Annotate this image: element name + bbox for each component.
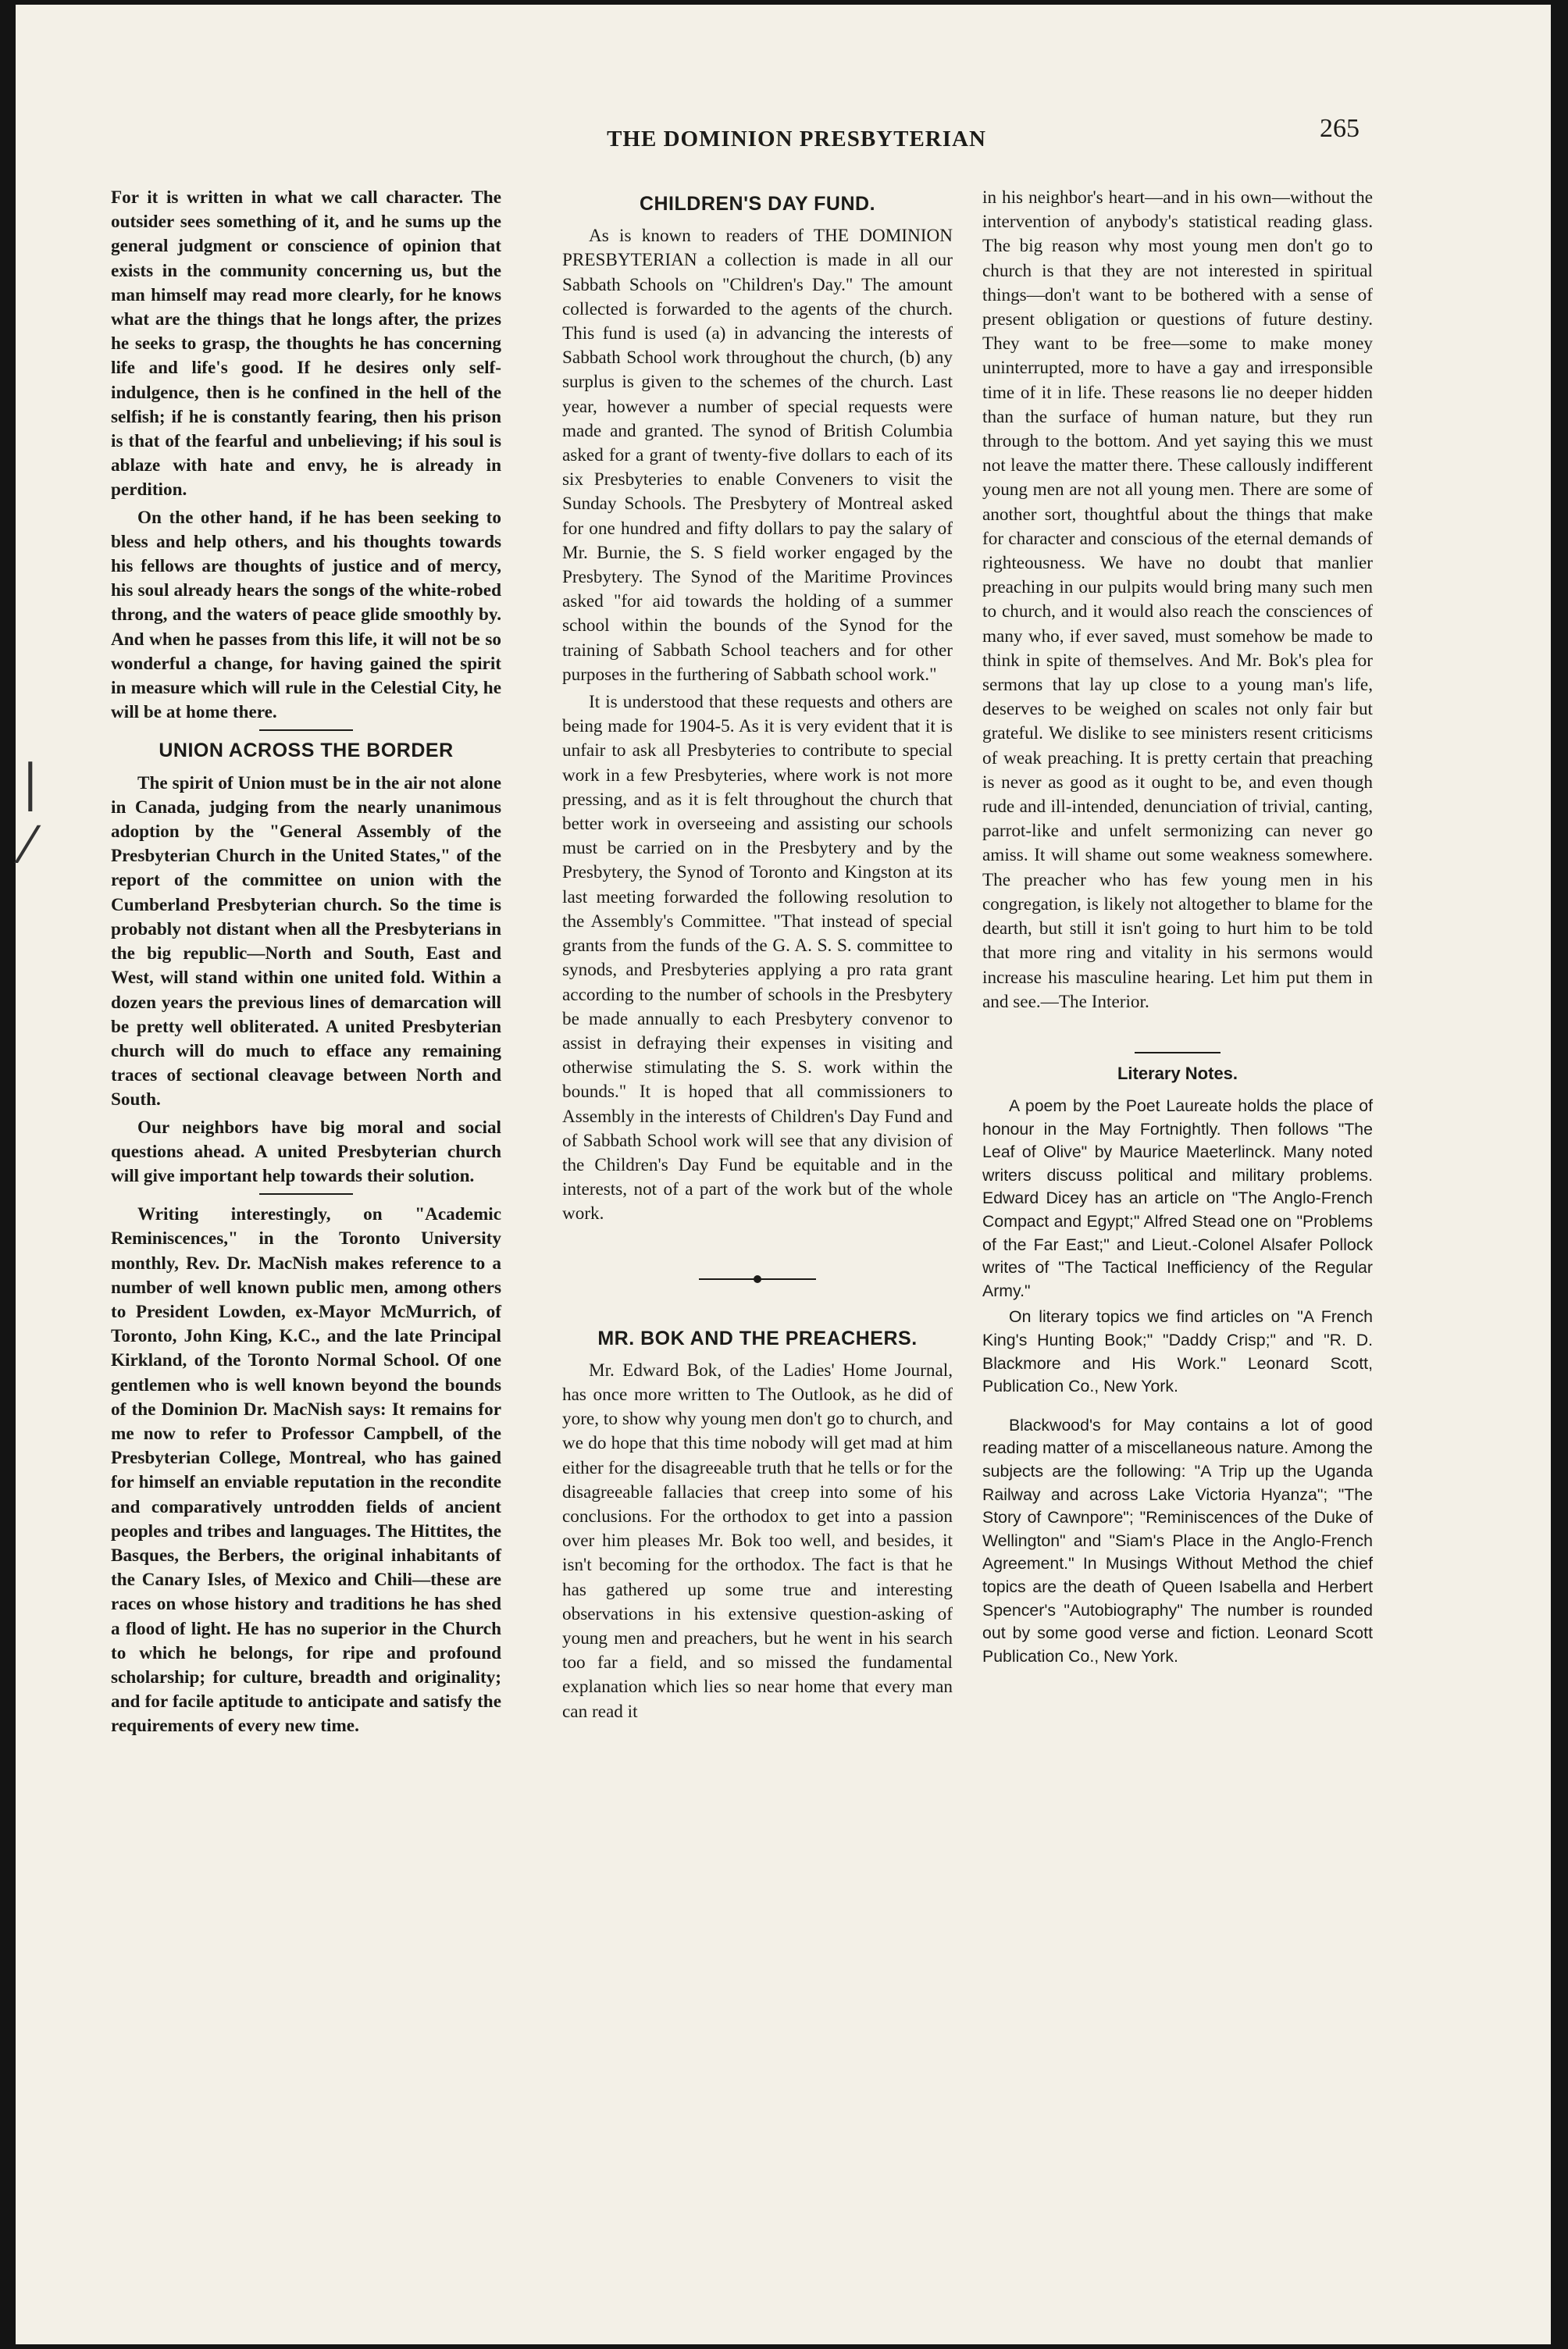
paragraph: Blackwood's for May contains a lot of good reading matter of a miscellaneous nature. Among the subjects are the following: "A Trip up the Uganda Railway and across Lake Victoria Hyanza"; "The Story of Cawnpore"; "Reminiscences of the Duke of Wellington" and "Siam's Place in the Anglo-French Agreement." In Musings Without Method the chief topics are the death of Queen Isabella and Herbert Spencer's "Autobiography" The number is rounded out by some good verse and fiction. Leonard Scott Publication Co., New York. bbox=[982, 1415, 1373, 1666]
section-heading-literary-notes: Literary Notes. bbox=[1117, 1063, 1238, 1083]
paragraph: A poem by the Poet Laureate holds the place of honour in the May Fortnightly. Then follows "The Leaf of Olive" by Maurice Maeterlinck. Many noted writers discuss political and military problems. Edward Dicey has an article on "The Anglo-French Compact and Egypt;" Alfred Stead one on "Problems of the Far East;" and Lieut.-Colonel Alsafer Pollock writes of "The Tactical Inefficiency of the Regular Army." bbox=[982, 1096, 1373, 1300]
column-middle bbox=[562, 186, 953, 1724]
section-divider bbox=[259, 1193, 353, 1195]
paragraph: On the other hand, if he has been seeking to bless and help others, and his thoughts towards his fellows are thoughts of justice and of mercy, his soul already hears the songs of the white-robed throng, and the waters of peace glide smoothly by. And when he passes from this life, it will not be so wonderful a change, for having gained the spirit in measure which will rule in the Celestial City, he will be at home there. bbox=[111, 507, 501, 723]
section-divider bbox=[1135, 1052, 1221, 1053]
paragraph: As is known to readers of THE DOMINION PRESBYTERIAN a collection is made in all our Sabbath Schools on "Children's Day." The amount collected is forwarded to the agents of the church. This fund is used (a) in advancing the interests of Sabbath School work throughout the church, (b) any surplus is given to the schemes of the church. Last year, however a number of special requests were made and granted. The synod of British Columbia asked for a grant of twenty-five dollars to each of its six Presbyteries to enable Conveners to visit the Sunday Schools. The Presbytery of Montreal asked for one hundred and fifty dollars to pay the salary of Mr. Burnie, the S. S field worker engaged by the Presbytery. The Synod of the Maritime Provinces asked "for aid towards the holding of a summer school within the bounds of the Synod for the training of Sabbath School teachers and for other purposes in the furthering of Sabbath school work." bbox=[562, 226, 953, 685]
running-title: THE DOMINION PRESBYTERIAN bbox=[607, 127, 986, 151]
paragraph: Our neighbors have big moral and social questions ahead. A united Presbyterian church will give important help towards their solution. bbox=[111, 1117, 501, 1186]
section-heading-childrens-day-fund: CHILDREN'S DAY FUND. bbox=[639, 193, 876, 215]
paragraph: The spirit of Union must be in the air not alone in Canada, judging from the nearly unanimous adoption by the "General Assembly of the Presbyterian Church in the United States," of the report of the committee on union with the Cumberland Presbyterian church. So the time is probably not distant when all the Presbyterians in the big republic—North and South, East and West, will stand within one united fold. Within a dozen years the previous lines of demarcation will be pretty well obliterated. A united Presbyterian church will do much to efface any remaining traces of sectional cleavage between North and South. bbox=[111, 772, 501, 1110]
page-number: 265 bbox=[1320, 114, 1360, 143]
margin-pencil-mark-2: ⁄ bbox=[23, 817, 32, 875]
paragraph: For it is written in what we call character. The outsider sees something of it, and he sums up the general judgment or conscience of opinion that exists in the community concerning us, but the man himself may read more clearly, for he knows what are the things that he longs after, the prizes he seeks to grasp, the thoughts he has concerning life and life's good. If he desires only self-indulgence, then is he confined in the hell of the selfish; if he is constantly fearing, then his prison is that of the fearful and unbelieving; if his soul is ablaze with hate and envy, he is already in perdition. bbox=[111, 187, 501, 501]
paragraph: in his neighbor's heart—and in his own—without the intervention of anybody's statistical reading glass. The big reason why most young men don't go to church is that they are not interested in spiritual things—don't want to be bothered with a sense of present obligation or questions of future destiny. They want to be free—some to make money uninterrupted, more to have a gay and irresponsible time of it in life. These reasons lie no deeper hidden than the surface of human nature, but they run through to the bottom. And yet saying this we must not leave the matter there. These callously indifferent young men are not all young men. There are some of another sort, thoughtful about the things that make for character and conscious of the eternal demands of righteousness. We have no doubt that manlier preaching in our pulpits would bring many such men to church, and it would also reach the consciences of many who, if ever saved, must somehow be made to think in spite of themselves. And Mr. Bok's plea for sermons that lay up close to a young man's life, deserves to be weighed on scales not only fair but grateful. We dislike to see ministers resent criticisms of weak preaching. It is pretty certain that preaching is never as good as it ought to be, and even though rude and ill-intended, denunciation of trivial, canting, parrot-like and unfelt sermonizing can never go amiss. It will shame out some weakness somewhere. The preacher who has few young men in his congregation, is likely not altogether to blame for the dearth, but still it isn't going to hurt him to be told that more ring and vitality in his sermons would increase his masculine hearing. Let him put them in and see.—The Interior. bbox=[982, 187, 1373, 1012]
section-heading-bok: MR. BOK AND THE PREACHERS. bbox=[597, 1327, 918, 1349]
paragraph: It is understood that these requests and others are being made for 1904-5. As it is very evident that it is unfair to ask all Presbyteries to contribute to special work in a few Presbyteries, where work is not more pressing, and as it is felt throughout the church that better work in overseeing and assisting our schools must be carried on in the Presbytery and by the Presbytery, the Synod of Toronto and Kingston at its last meeting forwarded the following resolution to the Assembly's Committee. "That instead of special grants from the funds of the G. A. S. S. committee to synods, and Presbyteries applying a pro rata grant according to the number of schools in the Presbytery be made annually to each Presbytery convenor to assist in defraying their expenses in visiting and otherwise stimulating the S. S. work within the bounds." It is hoped that all commissioners to Assembly in the interests of Children's Day Fund and of Sabbath School work will see that any division of the Children's Day Fund be equitable and in the interests, not of a part of the work but of the whole work. bbox=[562, 692, 953, 1224]
newspaper-page bbox=[16, 5, 1551, 2344]
literary-notes bbox=[982, 1095, 1373, 1668]
paragraph: Writing interestingly, on "Academic Reminiscences," in the Toronto University monthly, Rev. Dr. MacNish makes reference to a number of well known public men, among others to President Lowden, ex-Mayor McMurrich, of Toronto, John King, K.C., and the late Principal Kirkland, of the Toronto Normal School. Of one gentlemen who is well known beyond the bounds of the Dominion Dr. MacNish says: It remains for me now to refer to Professor Campbell, of the Presbyterian College, Montreal, who has gained for himself an enviable reputation in the recondite and comparatively untrodden fields of ancient peoples and tribes and languages. The Hittites, the Basques, the Berbers, the original inhabitants of the Canary Isles, of Mexico and Chili—these are races on whose history and traditions he has shed a flood of light. He has no superior in the Church to which he belongs, for ripe and profound scholarship; for culture, breadth and originality; and for facile aptitude to anticipate and satisfy the requirements of every new time. bbox=[111, 1204, 501, 1737]
section-divider bbox=[699, 1278, 816, 1280]
column-left bbox=[111, 186, 501, 1739]
paragraph: Mr. Edward Bok, of the Ladies' Home Journal, has once more written to The Outlook, as he did of yore, to show why young men don't go to church, and we do hope that this time nobody will get mad at him either for the disagreeable truth that he tells or for the disagreeable fallacies that creep into some of his conclusions. For the orthodox to get into a passion over him pleases Mr. Bok too well, and besides, it isn't becoming for the orthodox. The fact is that he has gathered up some true and interesting observations in his extensive question-asking of young men and preachers, but he went in his search too far a field, and so missed the fundamental explanation which lies so near home that every man can read it bbox=[562, 1360, 953, 1722]
spacer bbox=[982, 1014, 1373, 1047]
paragraph: On literary topics we find articles on "A French King's Hunting Book;" "Daddy Crisp;" and "R. D. Blackmore and His Work." Leonard Scott, Publication Co., New York. bbox=[982, 1307, 1373, 1396]
column-right bbox=[982, 186, 1373, 1668]
section-divider bbox=[259, 729, 353, 731]
spacer bbox=[562, 1227, 953, 1274]
margin-pencil-mark-1: | bbox=[22, 754, 39, 812]
section-heading-union: UNION ACROSS THE BORDER bbox=[159, 740, 454, 762]
spacer bbox=[562, 1288, 953, 1321]
